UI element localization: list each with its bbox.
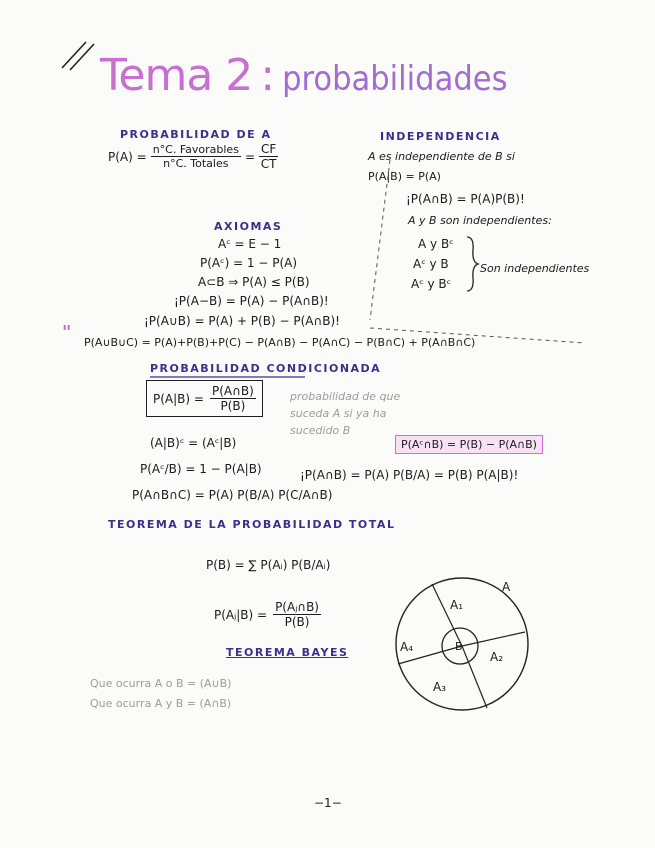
diagram-center-label: B [455, 640, 463, 653]
fraction-bayes [273, 600, 321, 629]
pink-box-formula: P(Aᶜ∩B) = P(B) − P(A∩B) [395, 435, 543, 454]
page-title [100, 50, 508, 101]
note-line-3: sucedido B [290, 424, 351, 437]
independencia-line3: ¡P(A∩B) = P(A)P(B)! [406, 192, 525, 206]
heading-probabilidad-total: TEOREMA DE LA PROBABILIDAD TOTAL [108, 518, 396, 531]
axioma-union-three: P(A∪B∪C) = P(A)+P(B)+P(C) − P(A∩B) − P(A∩C) − P(B∩C) + P(A∩B∩C) [84, 336, 476, 349]
heading-axiomas: AXIOMAS [214, 220, 283, 233]
page-number: −1− [314, 796, 342, 810]
independencia-pair-2: Aᶜ y B [413, 257, 449, 271]
independencia-pair-1: A y Bᶜ [418, 237, 454, 251]
formula-lhs: P(A|B) = [153, 391, 204, 406]
note-line-2: suceda A si ya ha [290, 407, 387, 420]
diagram-sector-1: A₁ [450, 598, 464, 612]
diagram-outer-label: A [502, 580, 511, 594]
denominator: P(B) [220, 399, 246, 413]
denominator: n°C. Totales [163, 157, 229, 170]
formula-lhs: P(Aⱼ|B) = [214, 607, 268, 622]
partition-line-3 [462, 646, 487, 708]
independencia-pairs-label: Son independientes [480, 262, 590, 275]
dashed-divider [360, 160, 590, 360]
condicionada-comp-line: P(Aᶜ/B) = 1 − P(A|B) [140, 462, 262, 476]
note-line-1: probabilidad de que [290, 390, 401, 403]
quote-mark: " [62, 322, 72, 343]
heading-teorema-bayes: TEOREMA BAYES [226, 646, 349, 659]
title-colon: : [260, 50, 275, 101]
axioma-3: A⊂B ⇒ P(A) ≤ P(B) [198, 275, 310, 289]
heading-condicionada: PROBABILIDAD CONDICIONADA [150, 362, 382, 375]
double-slash-icon [58, 38, 98, 72]
heading-independencia: INDEPENDENCIA [380, 130, 501, 143]
condicionada-chain-line: P(A∩B∩C) = P(A) P(B/A) P(C/A∩B) [132, 488, 333, 502]
axioma-4: ¡P(A−B) = P(A) − P(A∩B)! [174, 294, 329, 308]
title-main: Tema 2 [100, 50, 253, 101]
numerator: CF [261, 142, 277, 156]
fraction-condicionada [210, 384, 256, 413]
formula-probabilidad-total: P(B) = ∑ P(Aᵢ) P(B/Aᵢ) [206, 558, 331, 572]
axioma-2: P(Aᶜ) = 1 − P(A) [200, 256, 298, 270]
numerator: P(Aⱼ∩B) [275, 600, 319, 614]
title-topic: probabilidades [282, 59, 508, 99]
independencia-line4: A y B son independientes: [408, 214, 552, 227]
heading-underline [150, 375, 310, 379]
axioma-5: ¡P(A∪B) = P(A) + P(B) − P(A∩B)! [144, 314, 340, 328]
formula-lhs: P(A) = [108, 149, 147, 164]
independencia-pair-3: Aᶜ y Bᶜ [411, 277, 452, 291]
faint-note-2: Que ocurra A y B = (A∩B) [90, 697, 232, 710]
denominator: P(B) [284, 615, 310, 629]
diagram-sector-2: A₂ [490, 650, 504, 664]
heading-probabilidad-a: PROBABILIDAD DE A [120, 128, 272, 141]
formula-condicionada [146, 380, 263, 417]
condicionada-complement: (A|B)ᶜ = (Aᶜ|B) [150, 436, 237, 450]
partition-line-1 [432, 584, 462, 646]
diagram-sector-4: A₄ [400, 640, 414, 654]
diagram-sector-3: A₃ [433, 680, 447, 694]
fraction-favorables [151, 143, 241, 170]
numerator: n°C. Favorables [152, 143, 239, 156]
partition-line-2 [462, 632, 525, 646]
formula-bayes [214, 600, 321, 629]
independencia-line1: A es independiente de B si [368, 150, 515, 163]
equals-sign: = [244, 149, 255, 164]
formula-probabilidad-a [108, 142, 278, 171]
independencia-line2: P(A|B) = P(A) [368, 170, 441, 183]
axioma-1: Aᶜ = E − 1 [218, 237, 282, 251]
condicionada-note [290, 388, 400, 439]
numerator: P(A∩B) [211, 384, 254, 398]
denominator: CT [260, 157, 277, 171]
fraction-cf-ct [259, 142, 278, 171]
faint-note-1: Que ocurra A o B = (A∪B) [90, 677, 232, 690]
condicionada-mult-line: ¡P(A∩B) = P(A) P(B/A) = P(B) P(A|B)! [300, 468, 519, 482]
